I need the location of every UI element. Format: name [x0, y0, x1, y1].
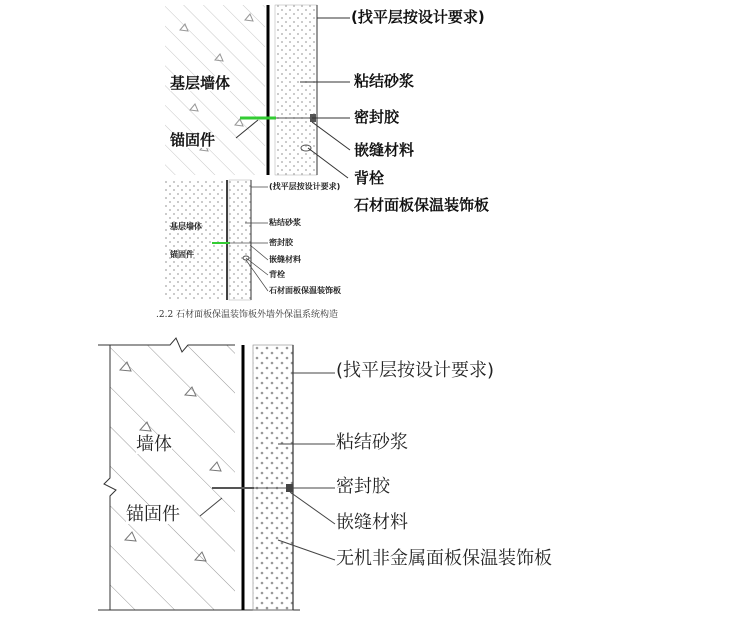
panel3-label-anchor: 锚固件	[126, 504, 180, 525]
panel3-sealant-block	[286, 484, 293, 492]
panel1-label-sealant: 密封胶	[354, 108, 400, 126]
panel1-label-back-bolt: 背栓	[354, 169, 385, 187]
panel2-caption: .2.2 石材面板保温装饰板外墙外保温系统构造	[156, 310, 339, 320]
panel3-wall-hatch	[110, 345, 235, 610]
panel2-label-adhesive: 粘结砂浆	[269, 218, 301, 227]
panel3-label-adhesive: 粘结砂浆	[336, 432, 408, 453]
panel2-label-leveling: (找平层按设计要求)	[269, 182, 341, 191]
panel2-label-sealant: 密封胶	[269, 238, 293, 247]
panel2-label-caulking: 嵌缝材料	[269, 255, 301, 264]
panel3-insulation	[253, 345, 293, 610]
panel1-label-anchor: 锚固件	[170, 131, 216, 149]
panel1-label-wall: 基层墙体	[170, 74, 231, 92]
panel3-drawing	[98, 338, 335, 610]
panel3-label-board: 无机非金属面板保温装饰板	[336, 548, 552, 569]
panel1-label-leveling: (找平层按设计要求)	[351, 8, 485, 26]
panel2-label-board: 石材面板保温装饰板	[269, 286, 341, 295]
panel3-label-leveling: (找平层按设计要求)	[336, 360, 495, 381]
panel3-label-sealant: 密封胶	[336, 476, 390, 497]
panel2-drawing	[165, 180, 268, 300]
panel1-label-board: 石材面板保温装饰板	[354, 196, 490, 214]
panel2-wall-fill	[165, 180, 225, 300]
panel1-label-adhesive: 粘结砂浆	[354, 72, 415, 90]
panel2-insulation	[229, 180, 251, 300]
panel2-label-wall: 基层墙体	[170, 222, 202, 231]
panel2-label-anchor: 锚固件	[170, 250, 194, 259]
panel1-label-caulking: 嵌缝材料	[354, 141, 415, 159]
panel3-label-wall: 墙体	[136, 434, 172, 455]
panel3-label-caulking: 嵌缝材料	[336, 512, 408, 533]
panel2-label-back-bolt: 背栓	[269, 270, 285, 279]
